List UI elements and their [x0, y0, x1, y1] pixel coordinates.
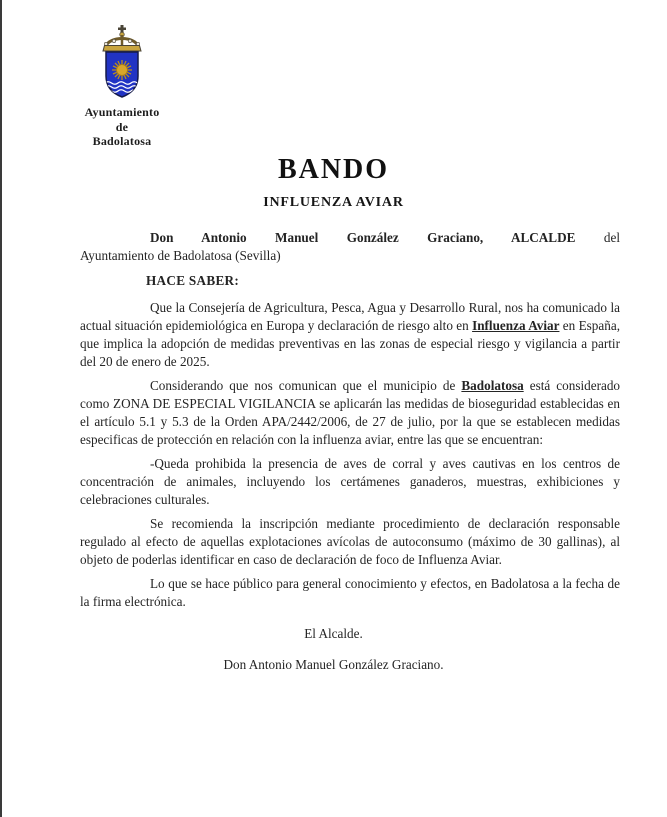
intro-paragraph-line2: Ayuntamiento de Badolatosa (Sevilla) — [80, 248, 281, 263]
scan-edge-line — [0, 0, 2, 817]
signature-block — [0, 625, 667, 674]
document-subtitle: INFLUENZA AVIAR — [263, 195, 404, 210]
shield-icon — [105, 52, 144, 97]
signature-role: El Alcalde. — [304, 626, 363, 641]
intro-paragraph-line1 — [80, 229, 620, 247]
signature-name: Don Antonio Manuel González Graciano. — [223, 657, 444, 672]
paragraph-recomendacion: Se recomienda la inscripción mediante procedimiento de declaración responsable regulado al efecto de aquellas explotaciones avícolas de autoconsumo (máximo de 30 gallinas), al objeto de poderlas identificar en caso de declaración de foco de Influenza Aviar. — [80, 516, 620, 567]
paragraph-consejeria-post: en España, que implica la adopción de medidas preventivas en las zonas de especial riesgo y vigilancia a partir del 20 de enero de 2025. — [80, 318, 620, 369]
municipality-name — [52, 105, 192, 149]
municipality-name-line3: Badolatosa — [92, 134, 152, 148]
paragraph-consejeria — [80, 299, 620, 371]
municipality-name-line1: Ayuntamiento — [84, 105, 160, 119]
paragraph-zona-post: está considerado como ZONA DE ESPECIAL VIGILANCIA se aplicarán las medidas de bioseguridad establecidas en el artículo 5.1 y 5.3 de la Orden APA/2442/2006, de 27 de julio, por la que se establecen medidas especificas de protección en relación con la influenza aviar, entre las que se encuentran: — [80, 378, 621, 447]
municipality-name-line2: de — [115, 119, 129, 134]
intro-tail: del — [575, 230, 620, 245]
paragraph-zona-pre: Considerando que nos comunican que el municipio de — [150, 378, 462, 393]
paragraph-consejeria-pre: Que la Consejería de Agricultura, Pesca, Agua y Desarrollo Rural, nos ha comunicado la actual situación epidemiológica en Europa y declaración de riesgo alto en — [80, 300, 620, 333]
mayor-name-bold: Don Antonio Manuel González Graciano, ALCALDE — [150, 230, 576, 245]
letterhead — [52, 24, 192, 149]
badolatosa-emphasis: Badolatosa — [461, 378, 524, 393]
coat-of-arms-icon — [96, 24, 148, 99]
sun-icon — [112, 60, 132, 80]
paragraph-prohibicion: -Queda prohibida la presencia de aves de corral y aves cautivas en los centros de concentración de animales, incluyendo los certámenes ganaderos, muestras, exhibiciones y celebraciones culturales. — [80, 456, 620, 507]
document-body — [80, 229, 620, 611]
crown-icon — [103, 25, 141, 51]
paragraph-publicacion: Lo que se hace público para general conocimiento y efectos, en Badolatosa a la fecha de la firma electrónica. — [80, 576, 620, 609]
influenza-aviar-emphasis: Influenza Aviar — [472, 318, 560, 333]
hace-saber-heading: HACE SABER: — [146, 273, 240, 288]
paragraph-zona-vigilancia — [80, 377, 620, 449]
document-title: BANDO — [277, 154, 390, 185]
